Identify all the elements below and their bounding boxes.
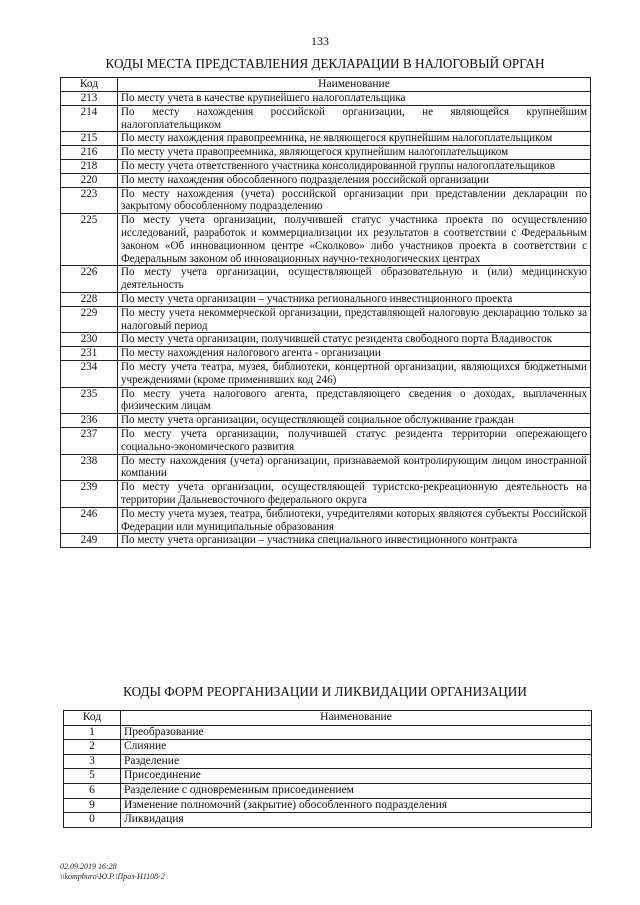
column-header-code: Код [64,711,121,726]
row-name: Присоединение [121,769,592,784]
row-code: 225 [61,214,118,266]
row-code: 229 [61,306,118,333]
row-name: По месту учета организации, осуществляющей образовательную и (или) медицинскую деятельность [118,266,591,293]
row-name: По месту учета ответственного участника консолидированной группы налогоплательщиков [118,159,591,173]
row-name: По месту учета организации, осуществляющей туристско-рекреационную деятельность на территории Дальневосточного федерального округа [118,481,591,508]
table-row [61,306,591,333]
row-name: Преобразование [121,725,592,740]
row-name: По месту учета в качестве крупнейшего налогоплательщика [118,92,591,106]
row-code: 3 [64,754,121,769]
row-code: 9 [64,798,121,813]
row-name: По месту учета организации – участника регионального инвестиционного проекта [118,292,591,306]
table-row [61,347,591,361]
row-code: 0 [64,813,121,828]
table-row [61,159,591,173]
row-code: 218 [61,159,118,173]
row-code: 215 [61,132,118,146]
section-title-reorganization-codes: КОДЫ ФОРМ РЕОРГАНИЗАЦИИ И ЛИКВИДАЦИИ ОРГАНИЗАЦИИ [123,684,527,699]
table-row [61,534,591,548]
row-name: По месту учета некоммерческой организации, представляющей налоговую декларацию только за налоговый период [118,306,591,333]
row-name: Слияние [121,740,592,755]
row-code: 2 [64,740,121,755]
table-row [61,132,591,146]
row-name: Изменение полномочий (закрытие) обособленного подразделения [121,798,592,813]
table-row [61,414,591,428]
row-code: 5 [64,769,121,784]
table-row [61,173,591,187]
row-code: 236 [61,414,118,428]
reorganization-codes-table [63,710,592,828]
column-header-name: Наименование [121,711,592,726]
row-name: По месту нахождения (учета) российской организации при представлении декларации по закрытому обособленному подразделению [118,187,591,214]
table-row [61,292,591,306]
table-row [64,769,592,784]
row-name: По месту учета театра, музея, библиотеки, концертной организации, являющихся бюджетными учреждениями (кроме применивших код 246) [118,360,591,387]
row-name: Ликвидация [121,813,592,828]
table-row [64,798,592,813]
row-code: 213 [61,92,118,106]
row-name: По месту учета музея, театра, библиотеки, учредителями которых являются субъекты Российской Федерации или муниципальные образования [118,507,591,534]
table-row [61,92,591,106]
row-code: 214 [61,105,118,132]
row-code: 231 [61,347,118,361]
table-row [64,783,592,798]
table-row [61,105,591,132]
document-footer [60,862,165,882]
table-row [61,507,591,534]
row-name: По месту учета организации, получившей статус резидента свободного порта Владивосток [118,333,591,347]
row-code: 249 [61,534,118,548]
row-code: 246 [61,507,118,534]
row-code: 220 [61,173,118,187]
row-name: По месту учета организации, осуществляющей социальное обслуживание граждан [118,414,591,428]
row-name: По месту учета правопреемника, являющегося крупнейшим налогоплательщиком [118,146,591,160]
table-row [61,387,591,414]
row-name: По месту учета организации – участника специального инвестиционного контракта [118,534,591,548]
table-row [61,266,591,293]
table-row [61,454,591,481]
table-row [61,481,591,508]
column-header-name: Наименование [118,78,591,92]
row-code: 230 [61,333,118,347]
table-header-row [61,78,591,92]
row-code: 234 [61,360,118,387]
row-code: 238 [61,454,118,481]
row-name: По месту нахождения налогового агента - организации [118,347,591,361]
row-name: Разделение с одновременным присоединением [121,783,592,798]
footer-file-path: \\kompburo\Ю.Р.\Приз-Н1108-2 [60,872,165,881]
row-name: По месту нахождения правопреемника, не являющегося крупнейшим налогоплательщиком [118,132,591,146]
column-header-code: Код [61,78,118,92]
footer-timestamp: 02.09.2019 16:28 [60,862,117,871]
row-code: 1 [64,725,121,740]
table-row [61,214,591,266]
declaration-place-codes-table [60,77,591,548]
row-code: 237 [61,427,118,454]
row-code: 226 [61,266,118,293]
table-row [64,813,592,828]
row-name: По месту нахождения российской организации, не являющейся крупнейшим налогоплательщиком [118,105,591,132]
table-row [64,740,592,755]
row-name: По месту учета организации, получившей статус участника проекта по осуществлению исследований, разработок и коммерциализации их результатов в соответствии с Федеральным законом «Об инновационном центре «Сколково» либо участников проекта в соответствии с Федеральным законом об инновационных научно-технологических центрах [118,214,591,266]
table-row [64,754,592,769]
row-name: По месту учета организации, получившей статус резидента территории опережающего социально-экономического развития [118,427,591,454]
row-name: По месту учета налогового агента, представляющего сведения о доходах, выплаченных физическим лицам [118,387,591,414]
table-row [61,187,591,214]
row-code: 228 [61,292,118,306]
table-row [61,360,591,387]
row-name: Разделение [121,754,592,769]
row-name: По месту нахождения обособленного подразделения российской организации [118,173,591,187]
section-title-declaration-place-codes: КОДЫ МЕСТА ПРЕДСТАВЛЕНИЯ ДЕКЛАРАЦИИ В НАЛОГОВЫЙ ОРГАН [105,56,545,71]
table-row [64,725,592,740]
row-code: 6 [64,783,121,798]
row-code: 223 [61,187,118,214]
row-code: 239 [61,481,118,508]
row-name: По месту нахождения (учета) организации, признаваемой контролирующим лицом иностранной компании [118,454,591,481]
row-code: 216 [61,146,118,160]
row-code: 235 [61,387,118,414]
table-header-row [64,711,592,726]
table-row [61,427,591,454]
table-row [61,146,591,160]
table-row [61,333,591,347]
page-number: 133 [311,34,329,48]
